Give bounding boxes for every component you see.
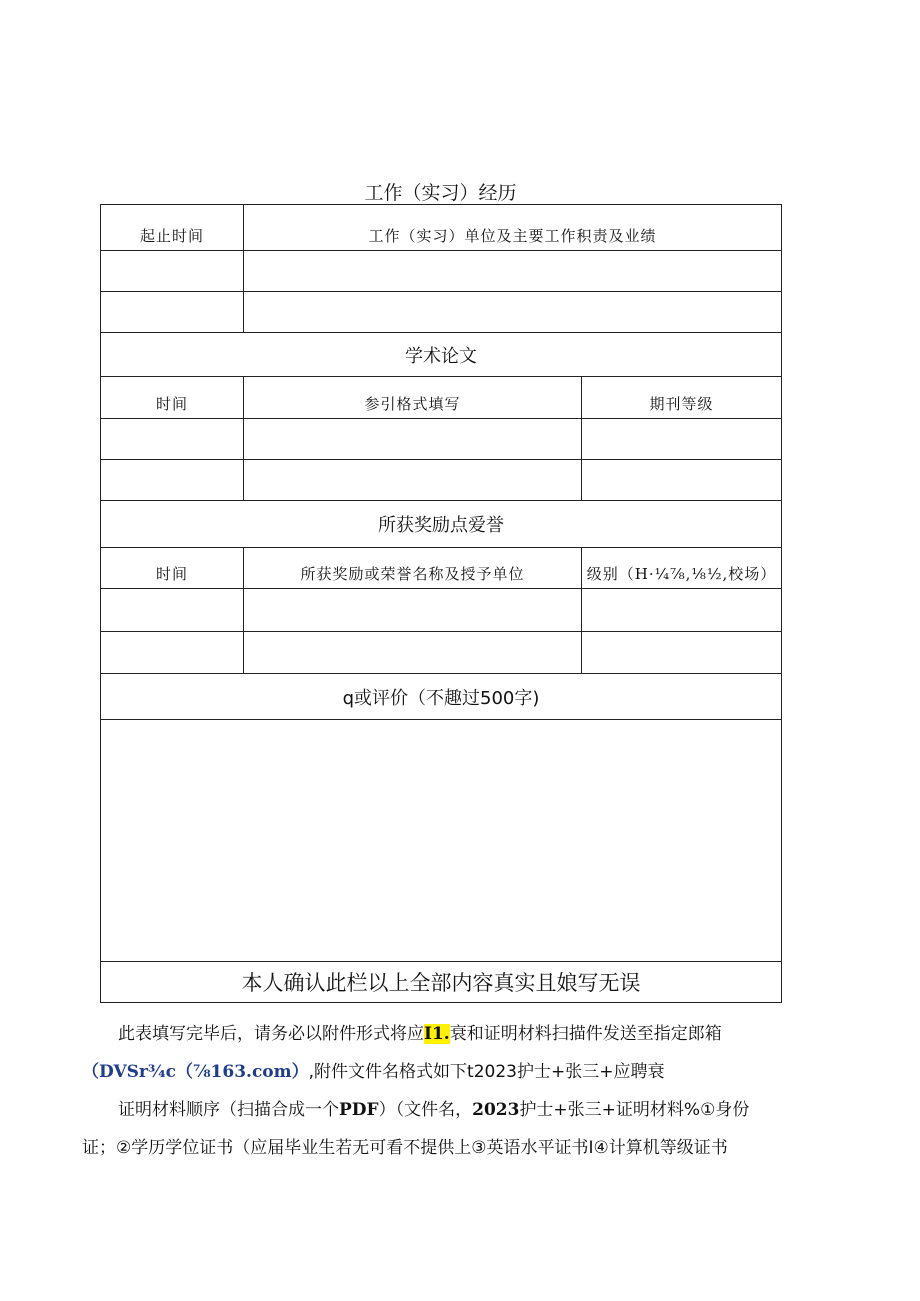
papers-time-cell-2[interactable]: [101, 460, 244, 501]
application-form-table: [100, 204, 782, 1003]
awards-col-name: 所获奖励或荣誉名称及授予单位: [244, 548, 582, 589]
awards-col-time: 时间: [101, 548, 244, 589]
work-experience-title: 工作（实习）经历: [364, 182, 517, 204]
awards-section-title: 所获奖励点爱誉: [101, 501, 782, 548]
papers-col-level: 期刊等级: [582, 377, 782, 419]
notes-text: ）（文件名，: [378, 1100, 473, 1120]
confirm-statement: 本人确认此栏以上全部内容真实且娘写无误: [101, 962, 782, 1003]
awards-title-row: [101, 501, 782, 548]
notes-line-2: [82, 1053, 802, 1091]
notes-text: PDF: [339, 1100, 379, 1120]
papers-title-row: [101, 333, 782, 377]
papers-ref-cell-1[interactable]: [244, 419, 582, 460]
self-eval-row: [101, 720, 782, 962]
awards-name-cell-2[interactable]: [244, 632, 582, 674]
confirm-row: [101, 962, 782, 1003]
papers-level-cell-1[interactable]: [582, 419, 782, 460]
papers-col-ref: 参引格式填写: [244, 377, 582, 419]
awards-level-cell-1[interactable]: [582, 589, 782, 632]
notes-text: 证明材料顺序（扫描合成一个: [118, 1100, 339, 1120]
table-row: [101, 419, 782, 460]
awards-level-cell-2[interactable]: [582, 632, 782, 674]
table-row: [101, 460, 782, 501]
awards-col-level: 级别（H·¼⅞,⅛½,校场）: [582, 548, 782, 589]
work-header-row: [101, 205, 782, 251]
table-row: [101, 632, 782, 674]
self-eval-textarea[interactable]: [101, 720, 782, 962]
notes-text: ,附件文件名格式如下t2023护士+张三+应聘衰: [308, 1062, 665, 1082]
notes-line-1: [82, 1015, 802, 1053]
table-row: [101, 589, 782, 632]
papers-level-cell-2[interactable]: [582, 460, 782, 501]
submission-notes: [82, 1015, 802, 1167]
papers-header-row: [101, 377, 782, 419]
notes-text: 护士+张三+证明材料%①身份: [519, 1100, 750, 1120]
notes-line-3: [82, 1091, 802, 1129]
work-unit-cell-2[interactable]: [244, 292, 782, 333]
papers-time-cell-1[interactable]: [101, 419, 244, 460]
work-col-time: 起止时间: [101, 205, 244, 251]
work-col-unit: 工作（实习）单位及主要工作积责及业绩: [244, 205, 782, 251]
work-unit-cell-1[interactable]: [244, 251, 782, 292]
awards-time-cell-2[interactable]: [101, 632, 244, 674]
awards-time-cell-1[interactable]: [101, 589, 244, 632]
self-eval-title-row: [101, 674, 782, 720]
highlight-mark: I1.: [424, 1024, 450, 1044]
papers-ref-cell-2[interactable]: [244, 460, 582, 501]
notes-text: 2023: [472, 1100, 520, 1120]
notes-text: 此表填写完毕后，请务必以附件形式将应: [118, 1024, 424, 1044]
work-time-cell-2[interactable]: [101, 292, 244, 333]
self-eval-section-title: q或评价（不趣过500字): [101, 674, 782, 720]
notes-line-4: 证；②学历学位证书（应届毕业生若无可看不提供上③英语水平证书I④计算机等级证书: [82, 1138, 728, 1158]
table-row: [101, 292, 782, 333]
notes-text: 衰和证明材料扫描件发送至指定郎箱: [449, 1024, 722, 1044]
awards-name-cell-1[interactable]: [244, 589, 582, 632]
awards-header-row: [101, 548, 782, 589]
papers-col-time: 时间: [101, 377, 244, 419]
work-time-cell-1[interactable]: [101, 251, 244, 292]
papers-section-title: 学术论文: [101, 333, 782, 377]
table-row: [101, 251, 782, 292]
email-link[interactable]: （DVSr¾c（⅞163.com）: [82, 1062, 309, 1082]
